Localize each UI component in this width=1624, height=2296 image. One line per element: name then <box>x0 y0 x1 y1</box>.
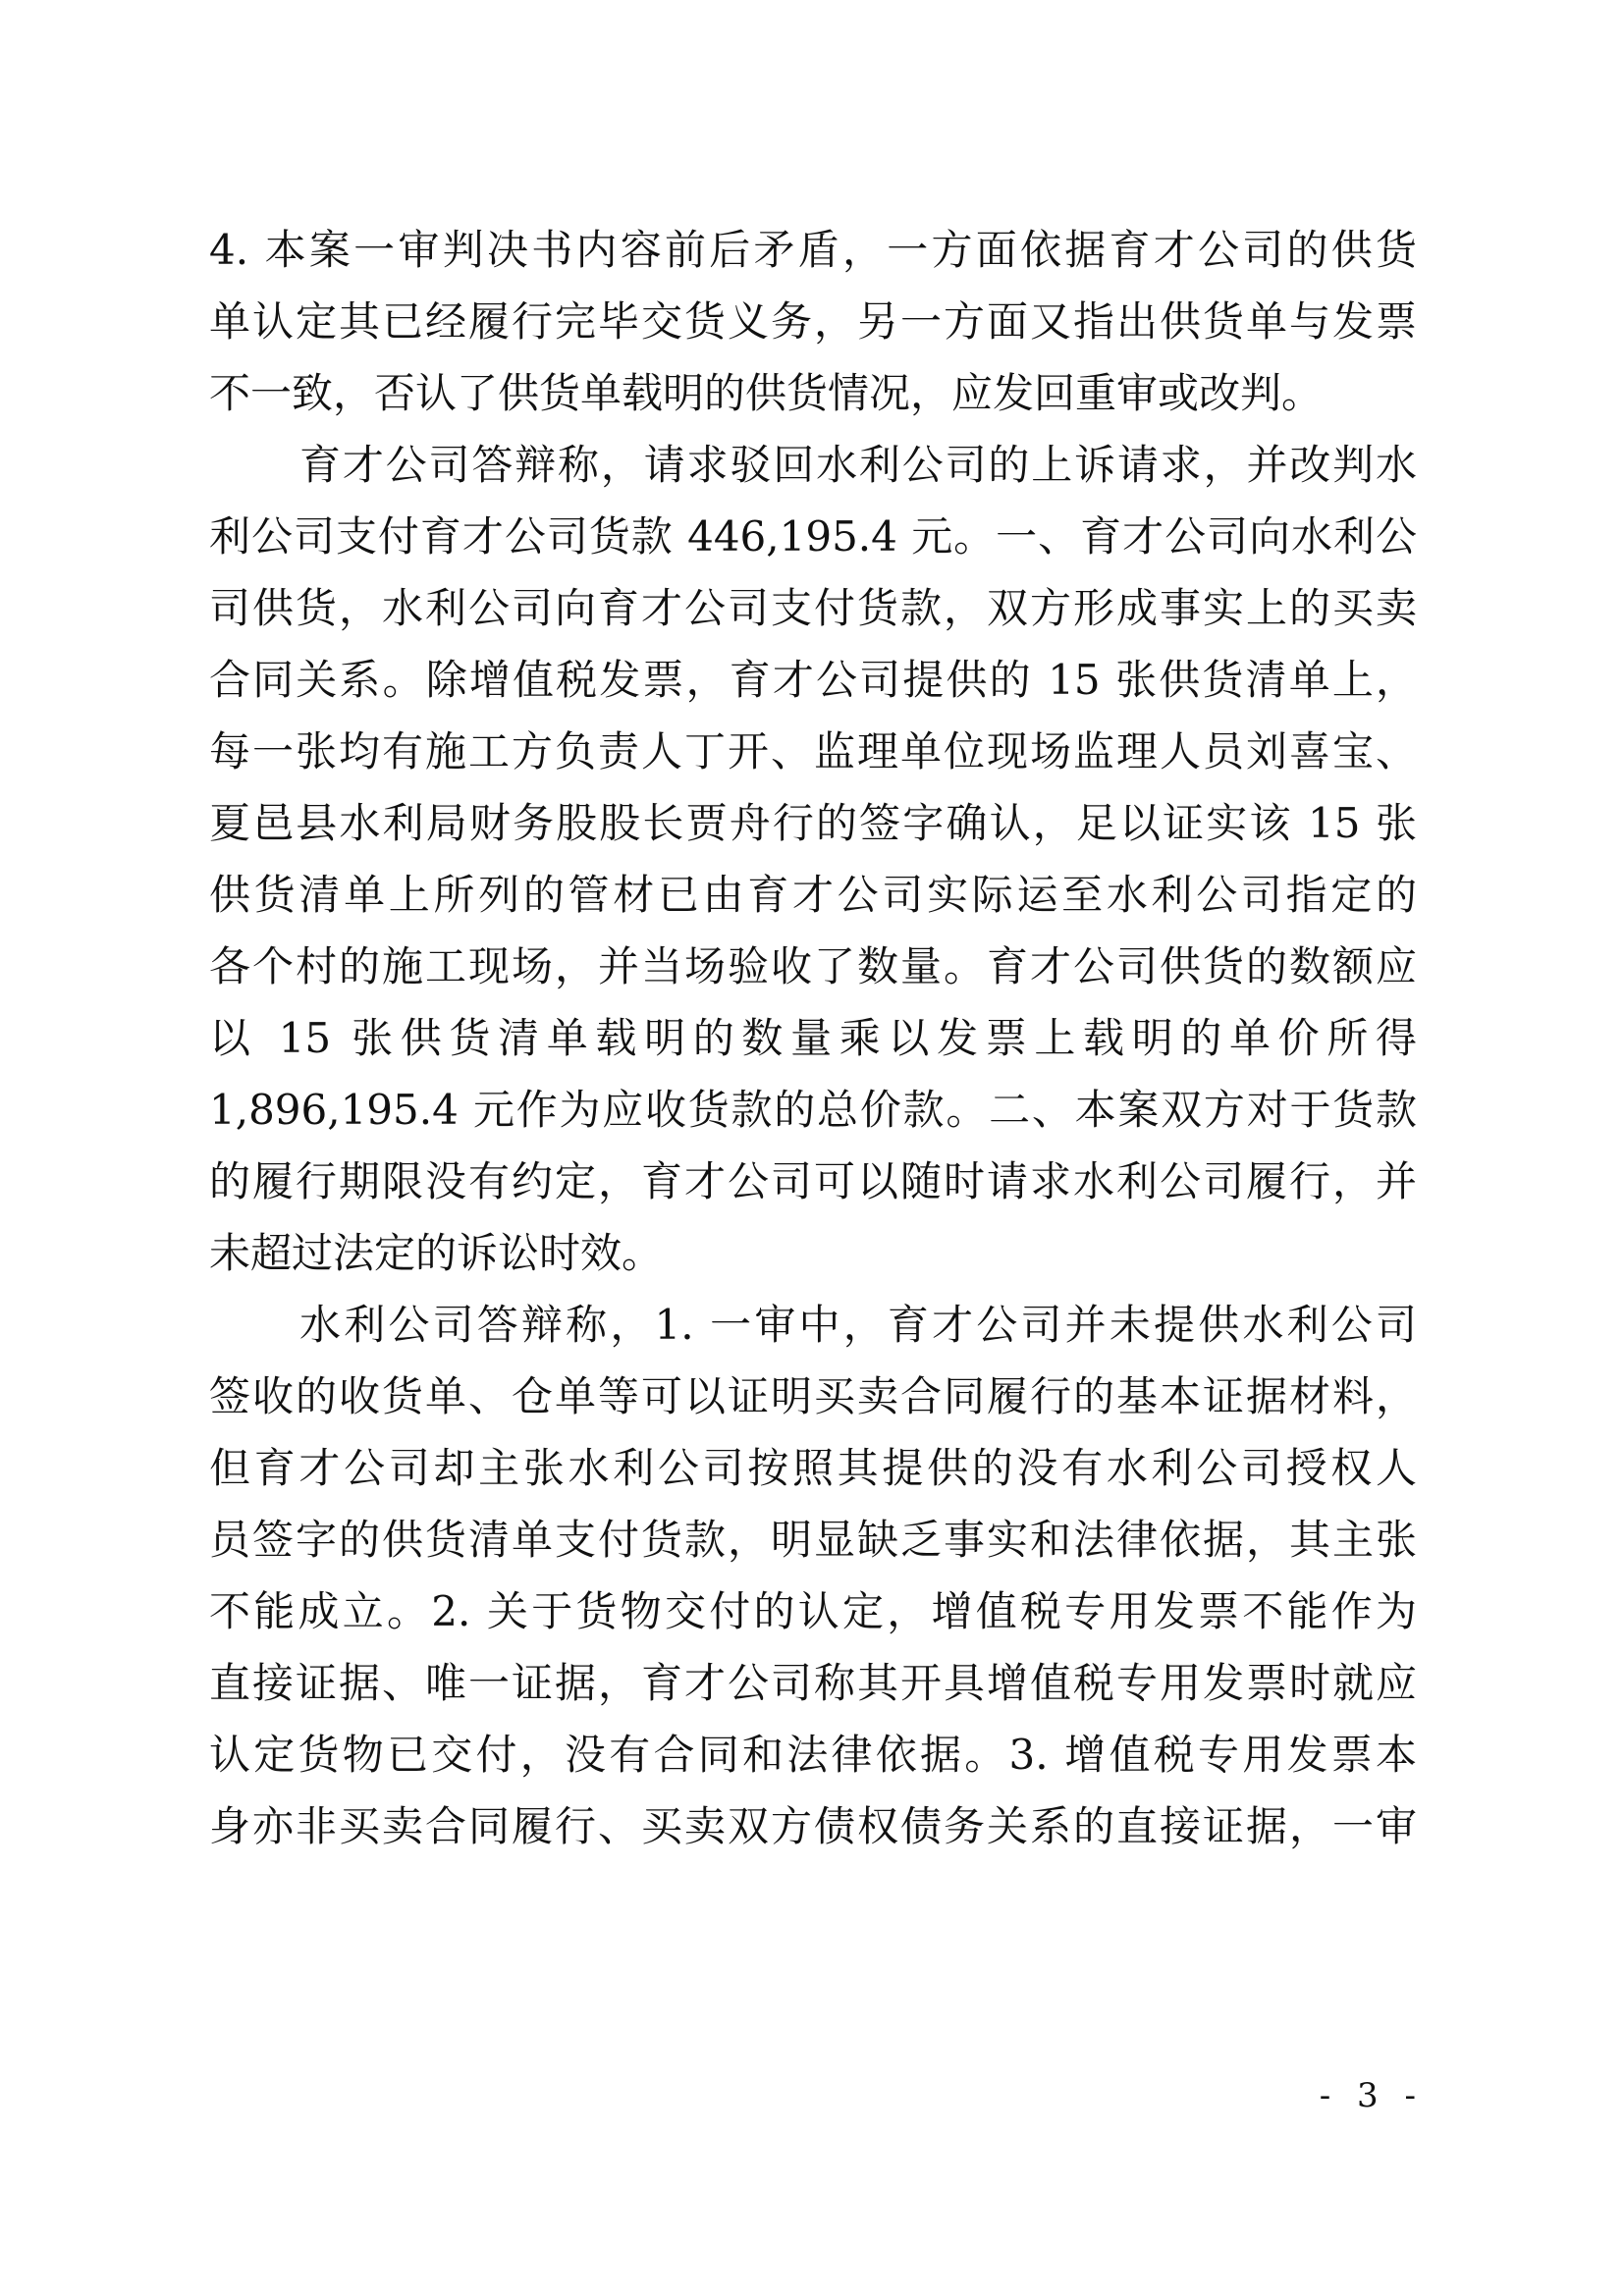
text-line: 签收的收货单、仓单等可以证明买卖合同履行的基本证据材料， <box>209 1372 1417 1420</box>
text-line: 4. 本案一审判决书内容前后矛盾，一方面依据育才公司的供货 <box>209 226 1417 274</box>
text-line: 的履行期限没有约定，育才公司可以随时请求水利公司履行，并 <box>209 1157 1417 1205</box>
text-line: 不一致，否认了供货单载明的供货情况，应发回重审或改判。 <box>209 369 1324 417</box>
text-line: 合同关系。除增值税发票，育才公司提供的 15 张供货清单上， <box>209 656 1417 704</box>
text-line: 利公司支付育才公司货款 446,195.4 元。一、育才公司向水利公 <box>209 512 1417 561</box>
text-line: 各个村的施工现场，并当场验收了数量。育才公司供货的数额应 <box>209 942 1417 990</box>
text-line: 每一张均有施工方负责人丁开、监理单位现场监理人员刘喜宝、 <box>209 727 1417 775</box>
text-line: 以 15 张供货清单载明的数量乘以发票上载明的单价所得 <box>209 1014 1417 1062</box>
text-line: 认定货物已交付，没有合同和法律依据。3. 增值税专用发票本 <box>209 1731 1417 1779</box>
text-line: 直接证据、唯一证据，育才公司称其开具增值税专用发票时就应 <box>209 1659 1417 1707</box>
text-line: 夏邑县水利局财务股股长贾舟行的签字确认，足以证实该 15 张 <box>209 799 1417 847</box>
paragraph-first-line: 水利公司答辩称，1. 一审中，育才公司并未提供水利公司 <box>299 1301 1417 1349</box>
text-line: 未超过法定的诉讼时效。 <box>209 1229 664 1277</box>
page-number: - 3 - <box>1319 2076 1424 2115</box>
text-line: 身亦非买卖合同履行、买卖双方债权债务关系的直接证据，一审 <box>209 1802 1417 1850</box>
text-line: 但育才公司却主张水利公司按照其提供的没有水利公司授权人 <box>209 1444 1417 1492</box>
text-line: 单认定其已经履行完毕交货义务，另一方面又指出供货单与发票 <box>209 297 1417 346</box>
text-line: 1,896,195.4 元作为应收货款的总价款。二、本案双方对于货款 <box>209 1086 1417 1134</box>
text-line: 供货清单上所列的管材已由育才公司实际运至水利公司指定的 <box>209 871 1417 919</box>
text-line: 司供货，水利公司向育才公司支付货款，双方形成事实上的买卖 <box>209 584 1417 632</box>
text-line: 不能成立。2. 关于货物交付的认定，增值税专用发票不能作为 <box>209 1587 1417 1635</box>
paragraph-first-line: 育才公司答辩称，请求驳回水利公司的上诉请求，并改判水 <box>299 441 1417 489</box>
text-line: 员签字的供货清单支付货款，明显缺乏事实和法律依据，其主张 <box>209 1516 1417 1564</box>
